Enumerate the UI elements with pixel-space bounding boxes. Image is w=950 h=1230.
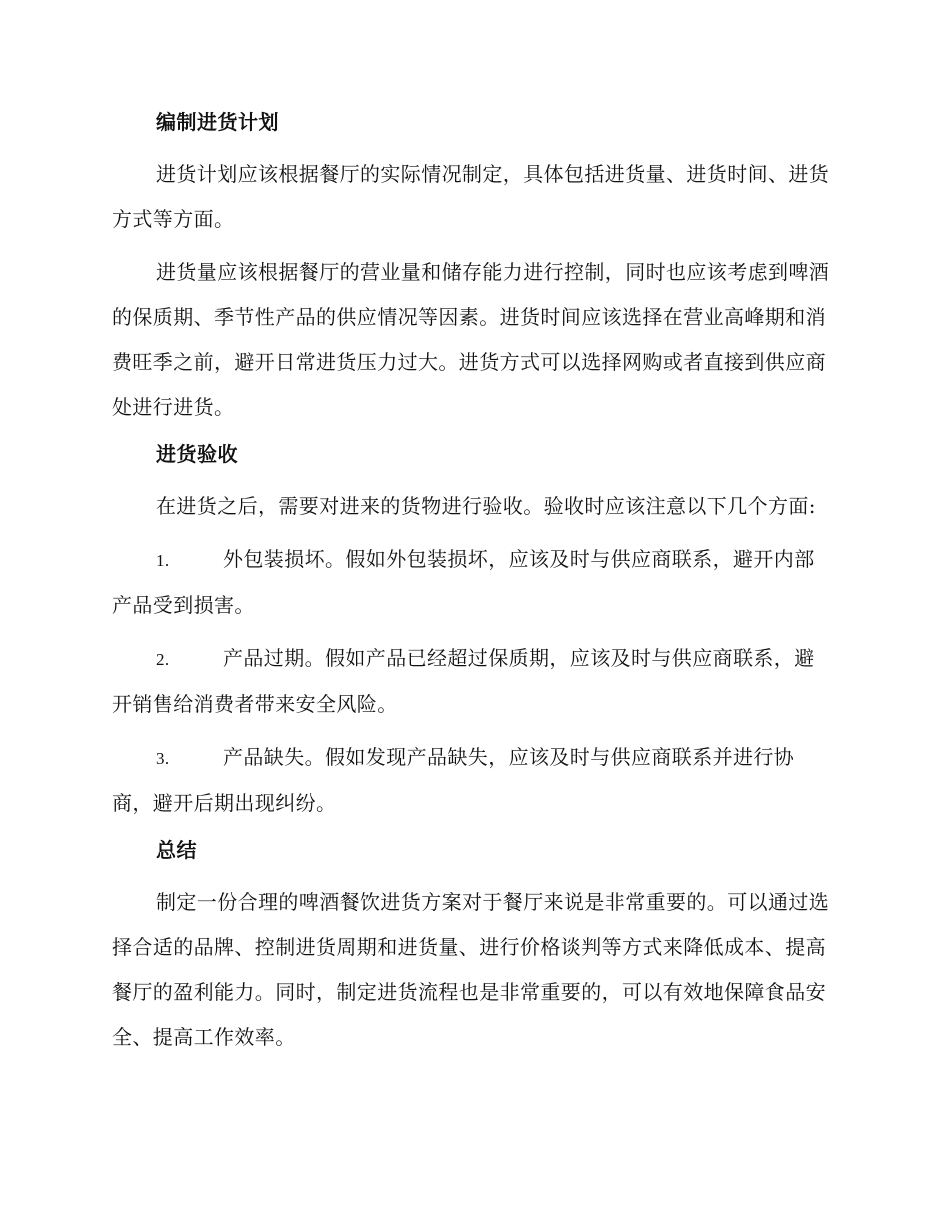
- list-item-text: 外包装损坏。假如外包装损坏，应该及时与供应商联系，避开内部产品受到损害。: [112, 547, 815, 617]
- paragraph: 制定一份合理的啤酒餐饮进货方案对于餐厅来说是非常重要的。可以通过选择合适的品牌、控制进货周期和进货量、进行价格谈判等方式来降低成本、提高餐厅的盈利能力。同时，制定进货流程也是非常重要的，可以有效地保障食品安全、提高工作效率。: [112, 890, 830, 1049]
- section-heading: 编制进货计划: [156, 110, 279, 134]
- section-heading: 总结: [156, 838, 197, 862]
- document-page: [112, 106, 832, 1068]
- list-item: [112, 735, 832, 826]
- section-purchase-plan: [112, 106, 832, 430]
- paragraph: 在进货之后，需要对进来的货物进行验收。验收时应该注意以下几个方面:: [156, 494, 816, 518]
- list-item: [112, 636, 832, 727]
- list-item-text: 产品缺失。假如发现产品缺失，应该及时与供应商联系并进行协商，避开后期出现纠纷。: [112, 745, 795, 815]
- paragraph: 进货量应该根据餐厅的营业量和储存能力进行控制，同时也应该考虑到啤酒的保质期、季节性产品的供应情况等因素。进货时间应该选择在营业高峰期和消费旺季之前，避开日常进货压力过大。进货方式可以选择网购或者直接到供应商处进行进货。: [112, 260, 830, 419]
- paragraph: 进货计划应该根据餐厅的实际情况制定，具体包括进货量、进货时间、进货方式等方面。: [112, 162, 830, 231]
- section-summary: [112, 834, 832, 1060]
- list-number: 1.: [156, 551, 170, 570]
- list-item-text: 产品过期。假如产品已经超过保质期，应该及时与供应商联系，避开销售给消费者带来安全风险。: [112, 646, 815, 716]
- section-inspection: [112, 438, 832, 826]
- list-number: 3.: [156, 749, 170, 768]
- section-heading: 进货验收: [156, 442, 238, 466]
- list-number: 2.: [156, 650, 170, 669]
- list-item: [112, 537, 832, 628]
